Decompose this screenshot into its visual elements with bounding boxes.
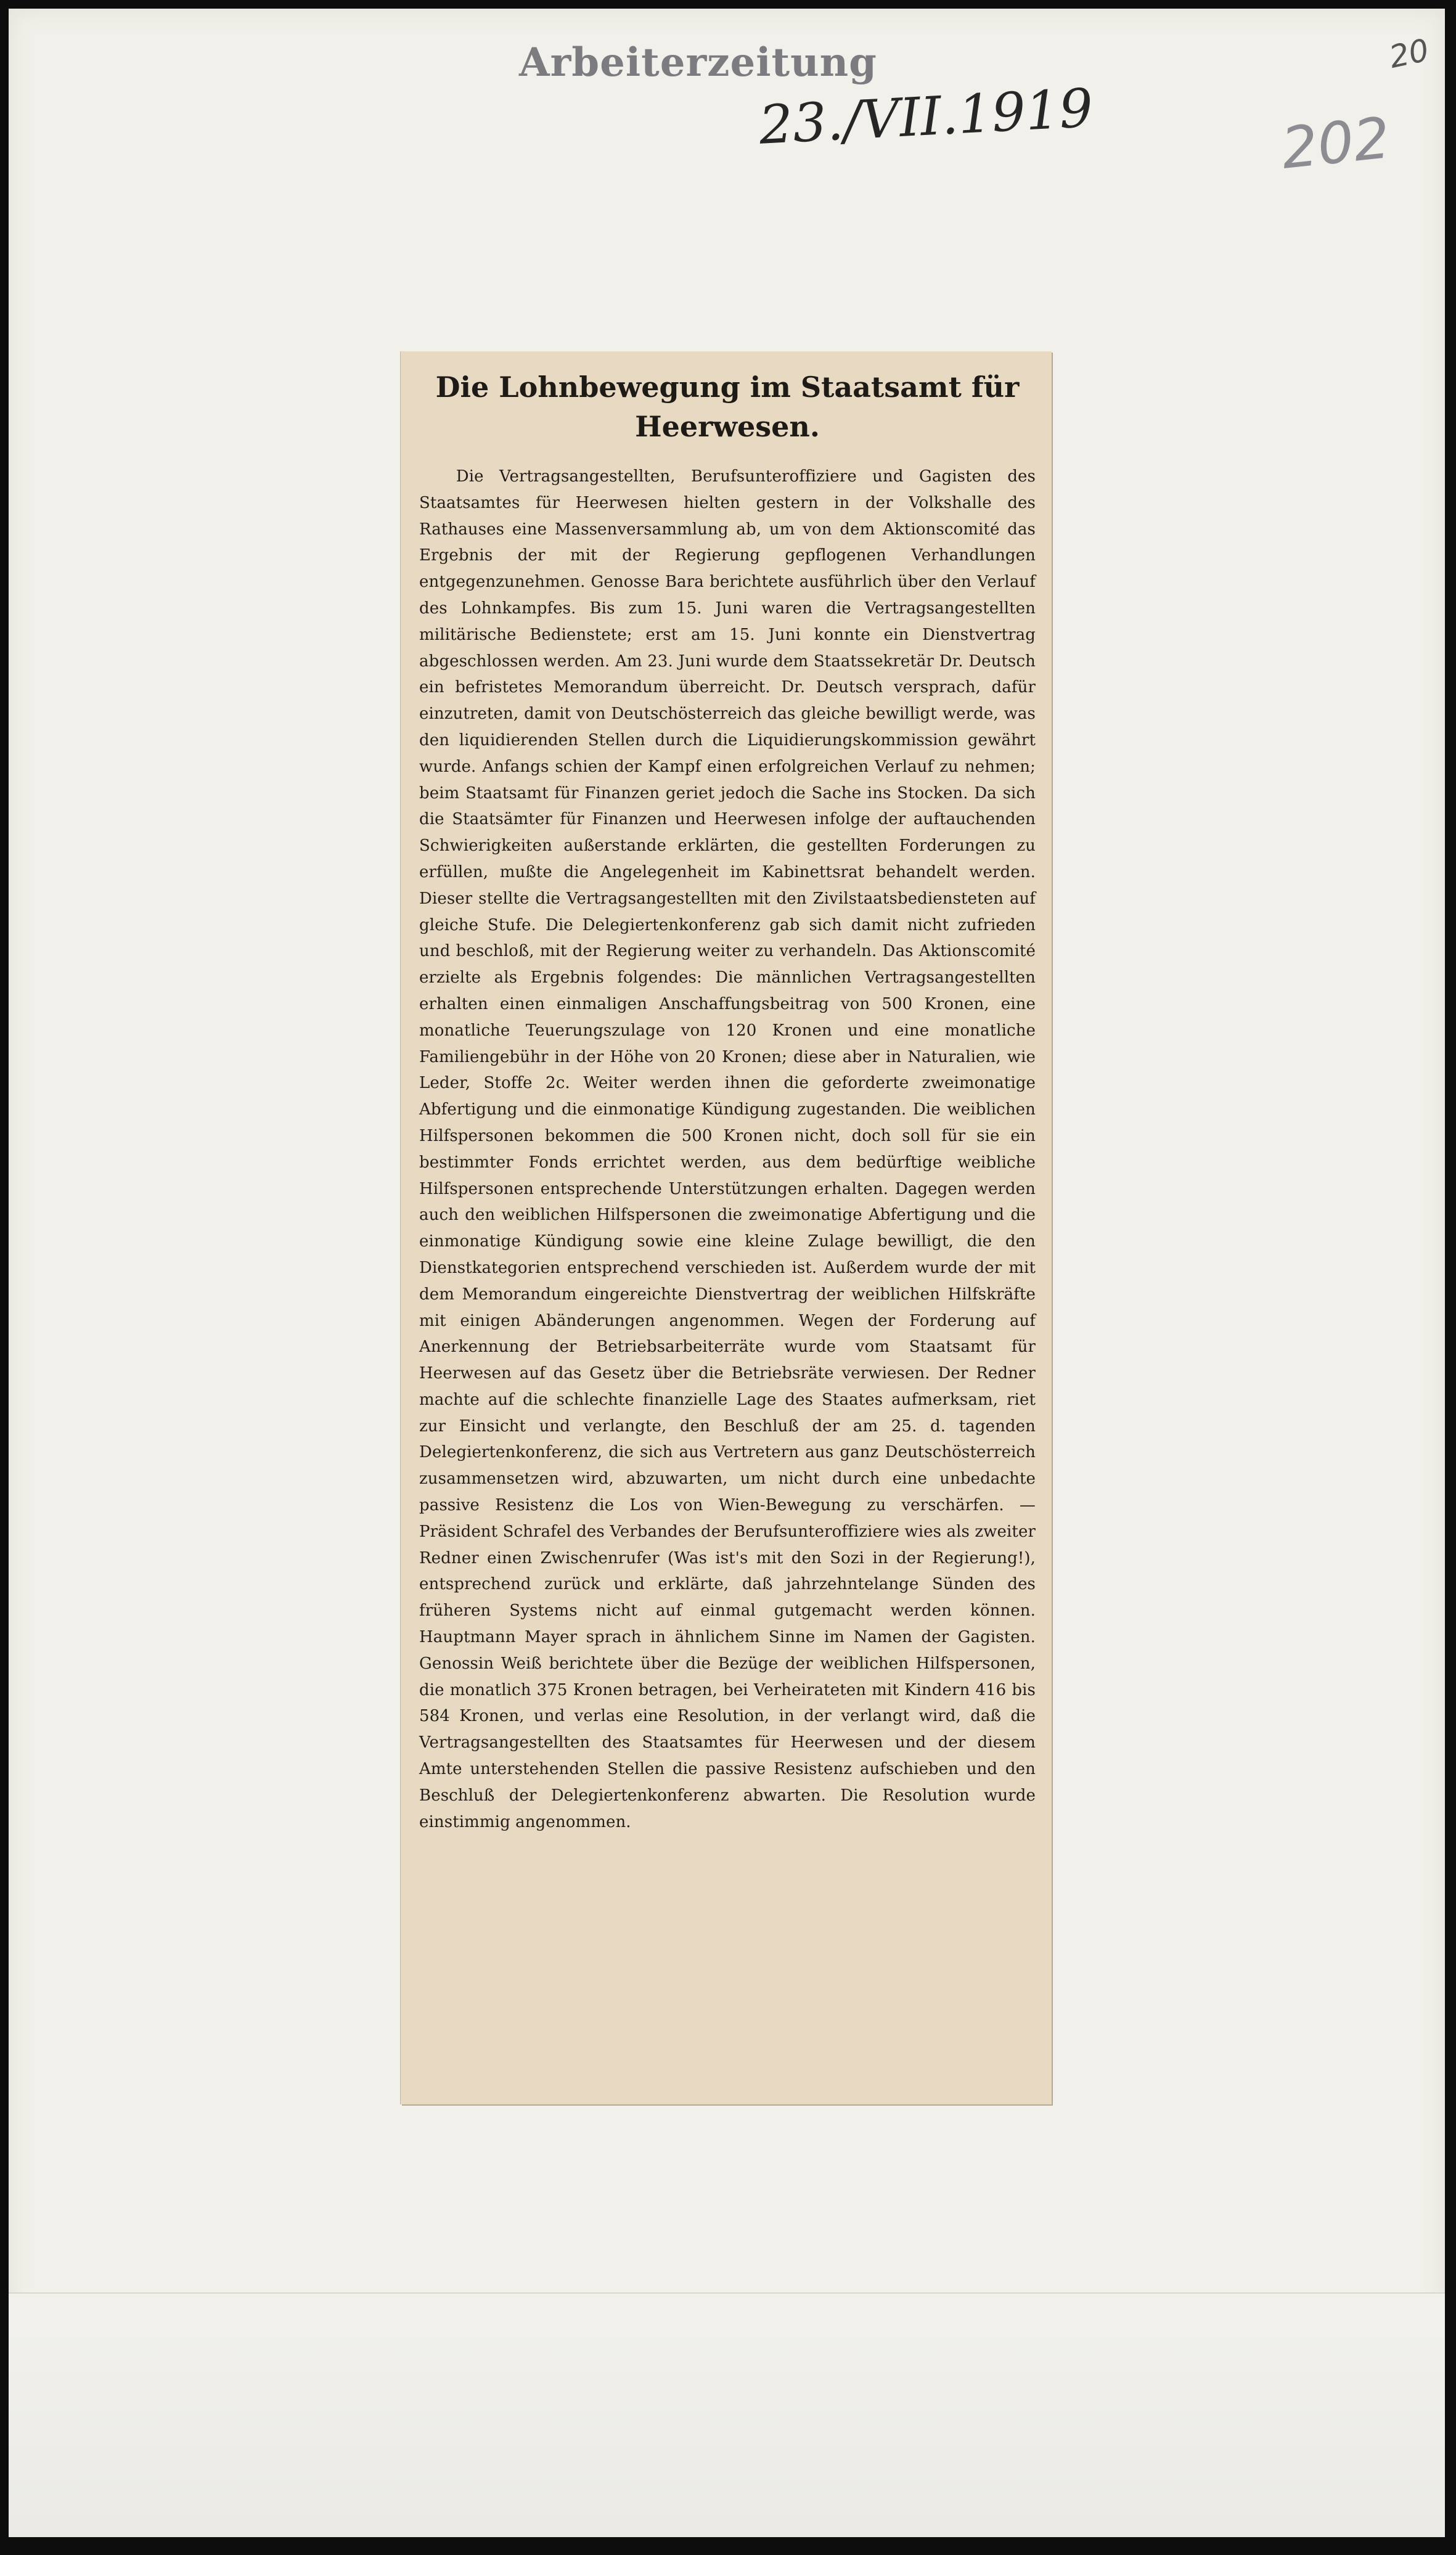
folio-number: 202 — [1278, 105, 1393, 182]
article-title: Die Lohnbewegung im Staatsamt für Heerwesen. — [435, 370, 1020, 443]
sheet-bottom-band — [9, 2292, 1445, 2537]
article-body: Die Vertragsangestellten, Berufsunteroffiziere und Gagisten des Staatsamtes für Heerwesen hielten gestern in der Volkshalle des Rathauses eine Massenversammlung ab, um von dem Aktionscomité das Ergebnis der mit der Regierung gepflogenen Verhandlungen entgegenzunehmen. Genosse Bara berichtete ausführlich über den Verlauf des Lohnkampfes. Bis zum 15. Juni waren die Vertragsangestellten militärische Bedienstete; erst am 15. Juni konnte ein Dienstvertrag abgeschlossen werden. Am 23. Juni wurde dem Staatssekretär Dr. Deutsch ein befristetes Memorandum überreicht. Dr. Deutsch versprach, dafür einzutreten, damit von Deutschösterreich das gleiche bewilligt werde, was den liquidierenden Stellen durch die Liquidierungskommission gewährt wurde. Anfangs schien der Kampf einen erfolgreichen Verlauf zu nehmen; beim Staatsamt für Finanzen geriet jedoch die Sache ins Stocken. Da sich die Staatsämter für Finanzen und Heerwesen infolge der auftauchenden Schwierigkeiten außerstande erklärten, die gestellten Forderungen zu erfüllen, mußte die Angelegenheit im Kabinettsrat behandelt werden. Dieser stellte die Vertragsangestellten mit den Zivilstaatsbediensteten auf gleiche Stufe. Die Delegiertenkonferenz gab sich damit nicht zufrieden und beschloß, mit der Regierung weiter zu verhandeln. Das Aktionscomité erzielte als Ergebnis folgendes: Die männlichen Vertragsangestellten erhalten einen einmaligen Anschaffungsbeitrag von 500 Kronen, eine monatliche Teuerungszulage von 120 Kronen und eine monatliche Familiengebühr in der Höhe von 20 Kronen; diese aber in Naturalien, wie Leder, Stoffe 2c. Weiter werden ihnen die geforderte zweimonatige Abfertigung und die einmonatige Kündigung zugestanden. Die weiblichen Hilfspersonen bekommen die 500 Kronen nicht, doch soll für sie ein bestimmter Fonds errichtet werden, aus dem bedürftige weibliche Hilfspersonen entsprechende Unterstützungen erhalten. Dagegen werden auch den weiblichen Hilfspersonen die zweimonatige Abfertigung und die einmonatige Kündigung sowie eine kleine Zulage bewilligt, die den Dienstkategorien entsprechend verschieden ist. Außerdem wurde der mit dem Memorandum eingereichte Dienstvertrag der weiblichen Hilfskräfte mit einigen Abänderungen angenommen. Wegen der Forderung auf Anerkennung der Betriebsarbeiterräte wurde vom Staatsamt für Heerwesen auf das Gesetz über die Betriebsräte verwiesen. Der Redner machte auf die schlechte finanzielle Lage des Staates aufmerksam, riet zur Einsicht und verlangte, den Beschluß der am 25. d. tagenden Delegiertenkonferenz, die sich aus Vertretern aus ganz Deutschösterreich zusammensetzen wird, abzuwarten, um nicht durch eine unbedachte passive Resistenz die Los von Wien-Bewegung zu verschärfen. — Präsident Schrafel des Verbandes der Berufsunteroffiziere wies als zweiter Redner einen Zwischenrufer (Was ist's mit den Sozi in der Regierung!), entsprechend zurück und erklärte, daß jahrzehntelange Sünden des früheren Systems nicht auf einmal gutgemacht werden können. Hauptmann Mayer sprach in ähnlichem Sinne im Namen der Gagisten. Genossin Weiß berichtete über die Bezüge der weiblichen Hilfspersonen, die monatlich 375 Kronen betragen, bei Verheirateten mit Kindern 416 bis 584 Kronen, und verlas eine Resolution, in der verlangt wird, daß die Vertragsangestellten des Staatsamtes für Heerwesen und der diesem Amte unterstehenden Stellen die passive Resistenz aufschieben und den Beschluß der Delegiertenkonferenz abwarten. Die Resolution wurde einstimmig angenommen. — [419, 467, 1036, 1831]
handwritten-date: 23./VII.1919 — [758, 77, 1095, 157]
archive-sheet — [9, 9, 1445, 2536]
newspaper-clipping — [401, 351, 1052, 2104]
corner-mark: 20 — [1386, 32, 1432, 75]
newspaper-source-stamp: Arbeiterzeitung — [519, 39, 877, 86]
